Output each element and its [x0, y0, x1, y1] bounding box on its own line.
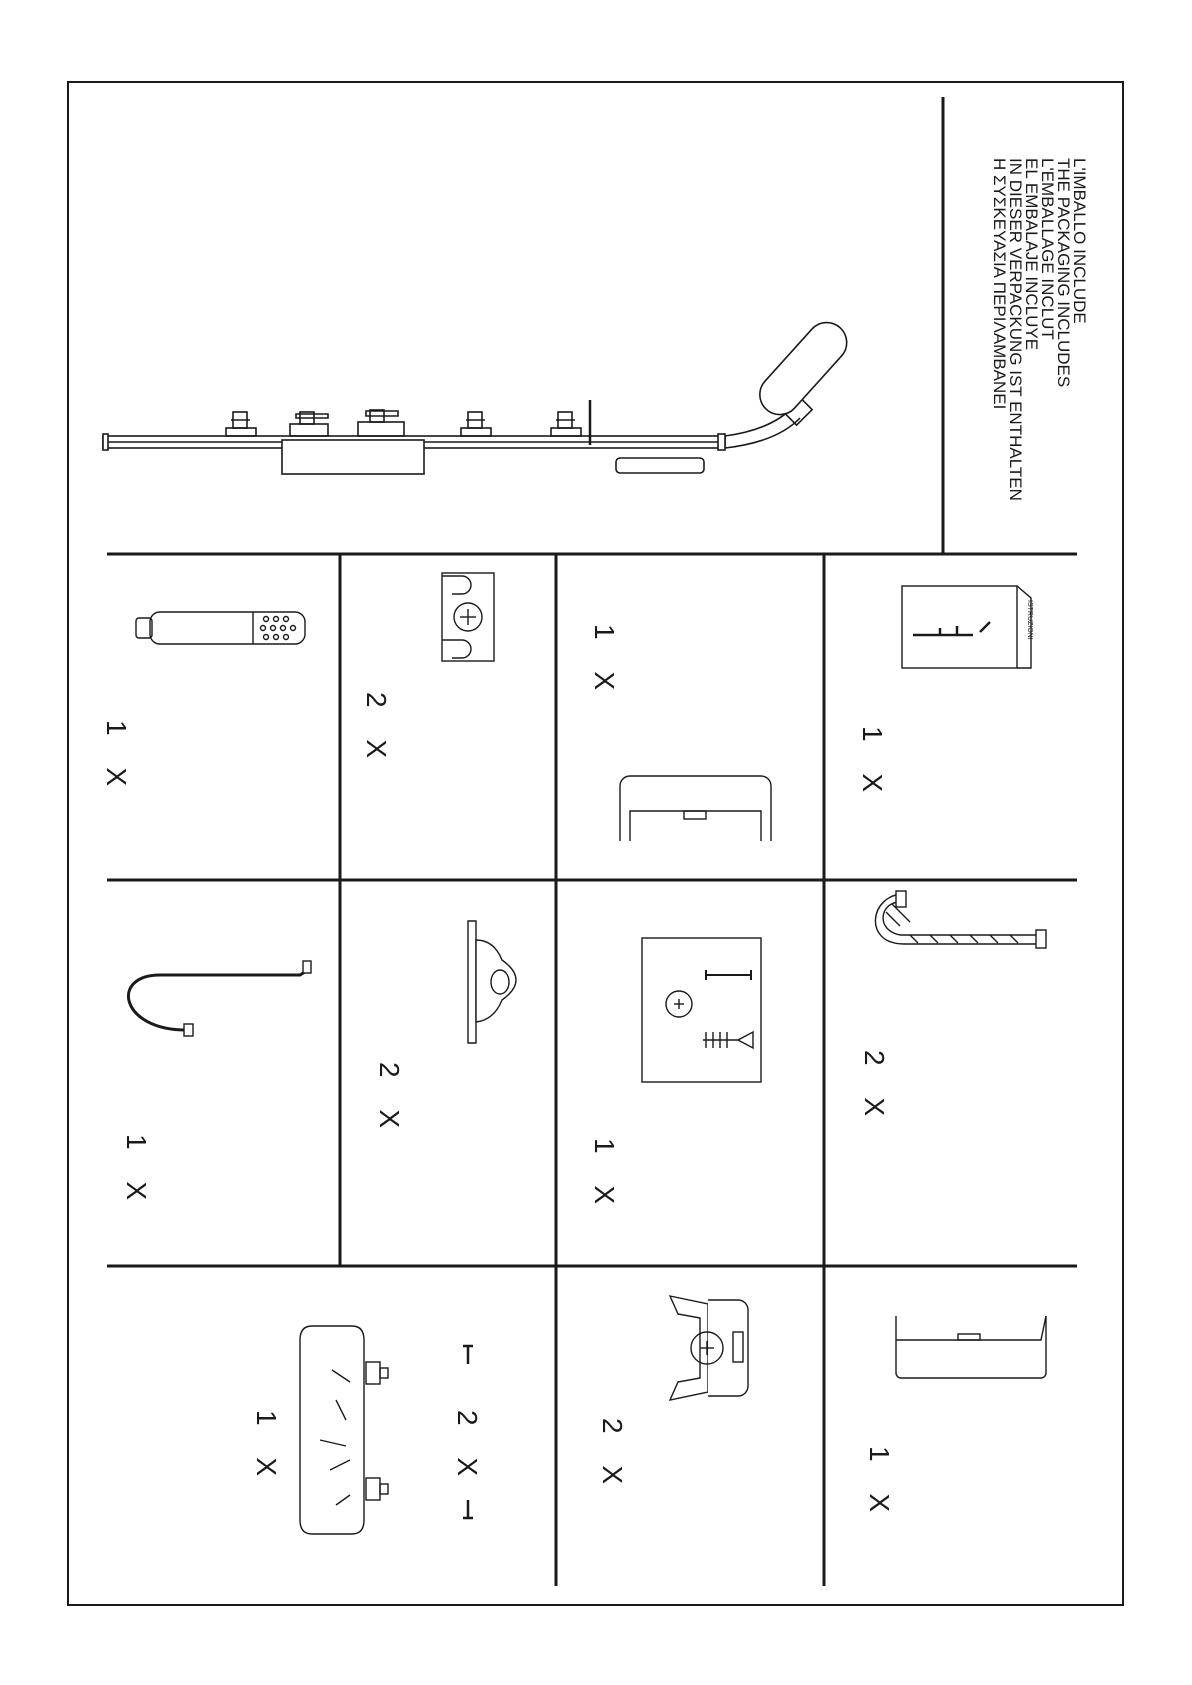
qty-manual: 1 X	[857, 726, 888, 805]
manual-icon	[902, 586, 1031, 668]
header-line-3: L'EMBALLAGE INCLUT	[1038, 158, 1057, 340]
bracket-clip-icon	[442, 573, 494, 661]
qty-soap-dish-screws: 2 X	[452, 1410, 483, 1489]
qty-hand-shower: 1 X	[101, 720, 132, 799]
qty-end-cap-b: 1 X	[864, 1446, 895, 1525]
header-line-5: IN DIESER VERPACKUNG IST ENTHALTEN	[1006, 158, 1025, 501]
manual-cover-label: ISTRUZIONI	[1026, 600, 1033, 640]
qty-flex-hose: 2 X	[859, 1050, 890, 1129]
header-line-1: L'IMBALLO INCLUDE	[1070, 158, 1089, 324]
header-line-2: THE PACKAGING INCLUDES	[1054, 158, 1073, 388]
qty-slide-bracket: 2 X	[597, 1418, 628, 1497]
header-line-4: EL EMBALAJE INCLUYE	[1022, 158, 1041, 351]
qty-fixing-kit: 1 X	[589, 1138, 620, 1217]
fixing-kit-icon	[642, 938, 761, 1082]
header-line-6: Η ΣΥΣΚΕΥΑΣΙΑ ΠΕΡΙΛΑΜΒΑΝΕΙ	[990, 158, 1009, 410]
hand-shower-icon	[136, 612, 305, 644]
qty-bracket-clip: 2 X	[361, 692, 392, 771]
qty-wall-support: 2 X	[374, 1062, 405, 1141]
qty-end-cap-a: 1 X	[589, 624, 620, 703]
qty-soap-dish: 1 X	[251, 1410, 282, 1489]
qty-shower-hose: 1 X	[121, 1134, 152, 1213]
